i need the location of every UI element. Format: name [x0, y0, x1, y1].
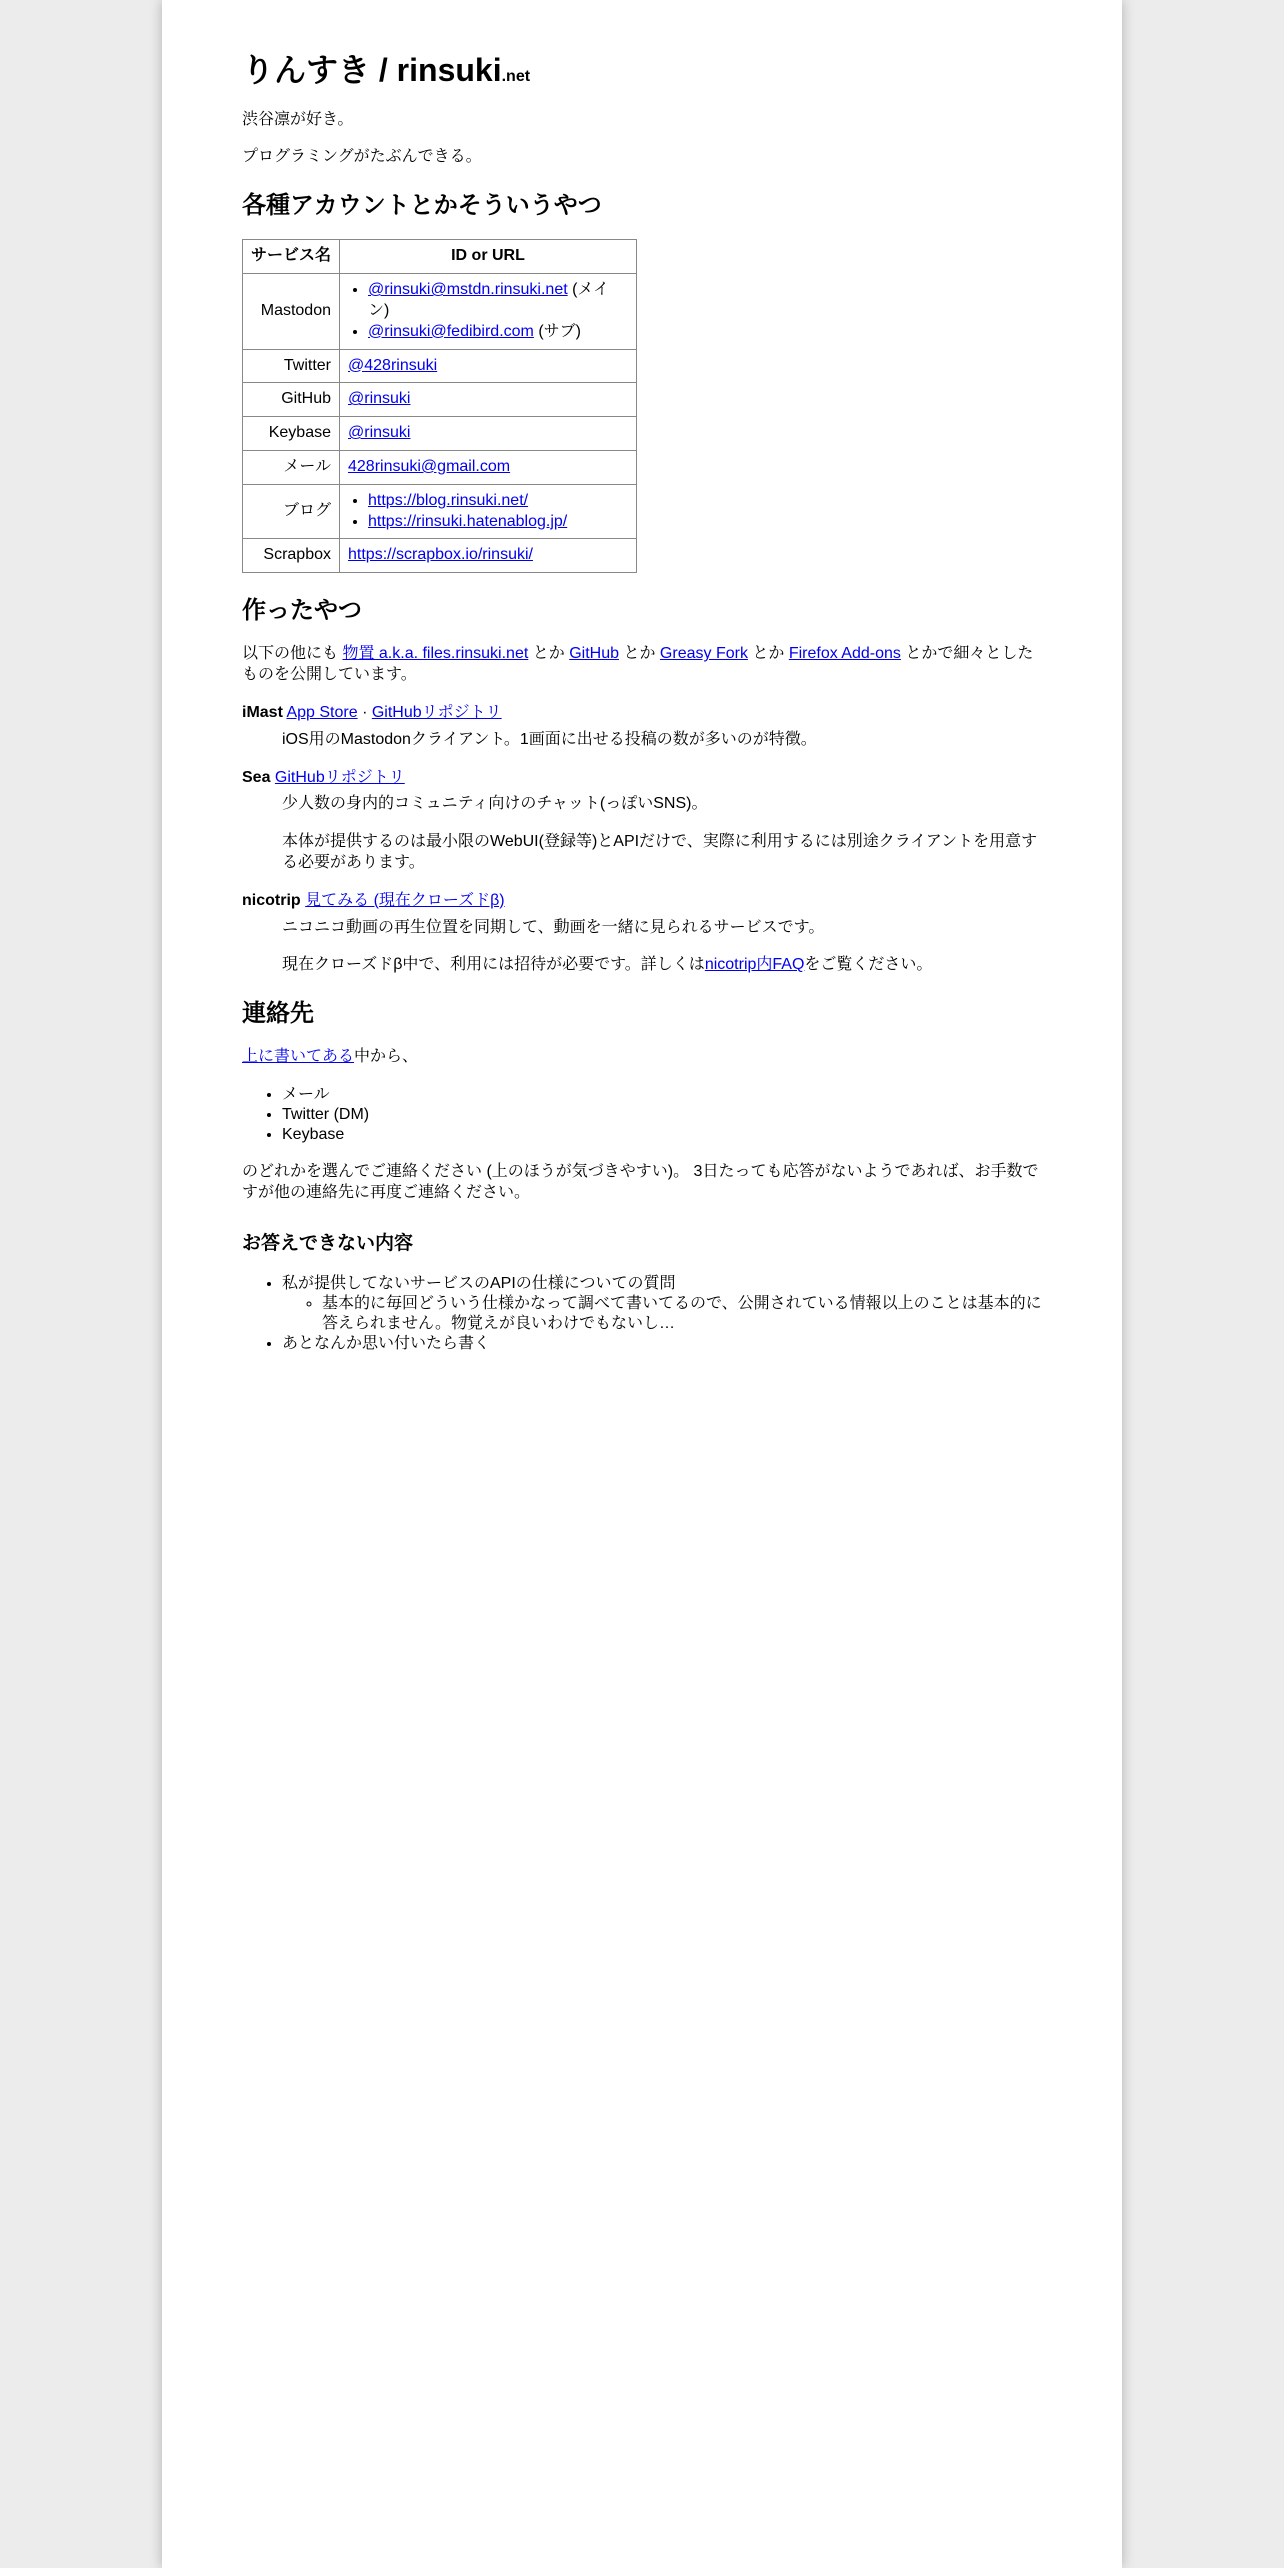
works-intro-pre: 以下の他にも [242, 645, 343, 663]
service-name-mastodon: Mastodon [243, 274, 340, 349]
intro-line-2: プログラミングがたぶんできる。 [242, 148, 482, 166]
nicotrip-desc-2-post: をご覧ください。 [804, 956, 933, 974]
mastodon-sub-link[interactable]: @rinsuki@fedibird.com [368, 322, 534, 340]
mastodon-account-list [348, 280, 628, 342]
blog-link-main[interactable]: https://blog.rinsuki.net/ [368, 491, 529, 509]
work-title-sea [242, 768, 1042, 789]
table-row-twitter [243, 349, 637, 383]
list-item [368, 491, 628, 512]
service-id-keybase [340, 417, 637, 451]
works-list [242, 703, 1042, 976]
page-title-main: りんすき / rinsuki [242, 52, 502, 88]
intro-line-1: 渋谷凛が好き。 [242, 110, 354, 128]
works-intro-post: とかで細々としたものを公開しています。 [242, 645, 1034, 684]
works-intro-sep-3: とか [747, 645, 789, 663]
table-row-mail [243, 450, 637, 484]
work-title-imast [242, 703, 1042, 724]
table-row-mastodon [243, 274, 637, 349]
page-title [242, 50, 1042, 92]
contact-intro [242, 1047, 1042, 1068]
list-item [368, 322, 628, 343]
page-title-tld: .net [501, 68, 531, 85]
works-intro [242, 644, 1042, 686]
table-row-scrapbox [243, 539, 637, 573]
service-id-github [340, 383, 637, 417]
works-intro-sep-1: とか [528, 645, 570, 663]
work-desc-sea [282, 794, 1042, 873]
table-row-github [243, 383, 637, 417]
sea-desc-2: 本体が提供するのは最小限のWebUI(登録等)とAPIだけで、実際に利用するには別途クライアントを用意する必要があります。 [282, 833, 1038, 871]
contact-method-list [242, 1085, 1042, 1145]
nicotrip-view-link[interactable]: 見てみる (現在クローズドβ) [305, 891, 505, 909]
imast-repo-link[interactable]: GitHubリポジトリ [371, 703, 502, 721]
contact-intro-post: 中から、 [354, 1048, 419, 1066]
cannot-answer-item-1: 私が提供してないサービスのAPIの仕様についての質問 [282, 1275, 676, 1293]
list-item [368, 512, 628, 533]
nicotrip-desc-2-pre: 現在クローズドβ中で、利用には招待が必要です。詳しくは [282, 956, 705, 974]
cannot-answer-list [242, 1274, 1042, 1354]
contact-note: のどれかを選んでご連絡ください (上のほうが気づきやすい)。 3日たっても応答がないようであれば、お手数ですが他の連絡先に再度ご連絡ください。 [242, 1163, 1039, 1201]
imast-link-separator: · [357, 703, 372, 721]
list-item: • Twitter (DM) [282, 1105, 1042, 1125]
files-link[interactable]: 物置 a.k.a. files.rinsuki.net [342, 645, 529, 663]
work-title-nicotrip [242, 891, 1042, 912]
nicotrip-faq-link[interactable]: nicotrip内FAQ [704, 956, 805, 974]
works-heading: 作ったやつ [242, 597, 362, 625]
nicotrip-desc-1: ニコニコ動画の再生位置を同期して、動画を一緒に見られるサービスです。 [282, 918, 825, 936]
works-github-link[interactable]: GitHub [569, 645, 620, 663]
nicotrip-desc-2 [282, 955, 1042, 976]
list-item [368, 280, 628, 322]
service-name-scrapbox: Scrapbox [243, 539, 340, 573]
list-item [282, 1274, 1042, 1334]
work-name-imast: iMast [242, 703, 283, 721]
imast-appstore-link[interactable]: App Store [286, 703, 358, 721]
accounts-heading: 各種アカウントとかそういうやつ [242, 192, 602, 220]
imast-desc: iOS用のMastodonクライアント。1画面に出せる投稿の数が多いのが特徴。 [282, 730, 817, 748]
scrapbox-link[interactable]: https://scrapbox.io/rinsuki/ [348, 546, 533, 564]
sea-desc-1: 少人数の身内的コミュニティ向けのチャット(っぽいSNS)。 [282, 795, 708, 813]
service-id-mastodon [340, 274, 637, 349]
service-id-blog [340, 484, 637, 539]
service-id-scrapbox [340, 539, 637, 573]
accounts-table-header-row [243, 240, 637, 274]
mastodon-sub-note: (サブ) [533, 322, 581, 340]
service-name-twitter: Twitter [243, 349, 340, 383]
github-link[interactable]: @rinsuki [348, 390, 411, 408]
contact-above-link[interactable]: 上に書いてある [242, 1048, 355, 1066]
table-row-keybase [243, 417, 637, 451]
column-header-id: ID or URL [340, 240, 637, 274]
accounts-table [242, 239, 637, 573]
mastodon-main-link[interactable]: @rinsuki@mstdn.rinsuki.net [368, 281, 568, 299]
contact-heading: 連絡先 [242, 1000, 314, 1028]
firefox-addons-link[interactable]: Firefox Add-ons [788, 645, 901, 663]
blog-link-hatena[interactable]: https://rinsuki.hatenablog.jp/ [368, 512, 568, 530]
works-intro-sep-2: とか [619, 645, 660, 663]
work-desc-imast [282, 730, 1042, 751]
page [162, 0, 1122, 2568]
mastodon-main-note: (メイン) [368, 281, 610, 319]
service-name-blog: ブログ [243, 484, 340, 539]
list-item: • メール [282, 1085, 1042, 1105]
list-item: • Keybase [282, 1125, 1042, 1145]
twitter-link[interactable]: @428rinsuki [348, 356, 438, 374]
list-item: • あとなんか思い付いたら書く [282, 1334, 1042, 1354]
list-item: ◦ 基本的に毎回どういう仕様かなって調べて書いてるので、公開されている情報以上のことは基本的に答えられません。物覚えが良いわけでもないし… [322, 1294, 1042, 1334]
service-name-mail: メール [243, 450, 340, 484]
cannot-answer-sub-list [282, 1294, 1042, 1334]
work-desc-nicotrip [282, 918, 1042, 977]
service-id-mail [340, 450, 637, 484]
cannot-answer-heading: お答えできない内容 [242, 1232, 414, 1254]
service-name-keybase: Keybase [243, 417, 340, 451]
sea-repo-link[interactable]: GitHubリポジトリ [274, 768, 405, 786]
service-name-github: GitHub [243, 383, 340, 417]
service-id-twitter [340, 349, 637, 383]
table-row-blog [243, 484, 637, 539]
blog-link-list [348, 491, 628, 533]
greasyfork-link[interactable]: Greasy Fork [659, 645, 748, 663]
work-name-nicotrip: nicotrip [242, 891, 301, 909]
work-name-sea: Sea [242, 768, 271, 786]
column-header-service: サービス名 [243, 240, 340, 274]
keybase-link[interactable]: @rinsuki [348, 424, 411, 442]
mail-link[interactable]: 428rinsuki@gmail.com [348, 457, 511, 475]
